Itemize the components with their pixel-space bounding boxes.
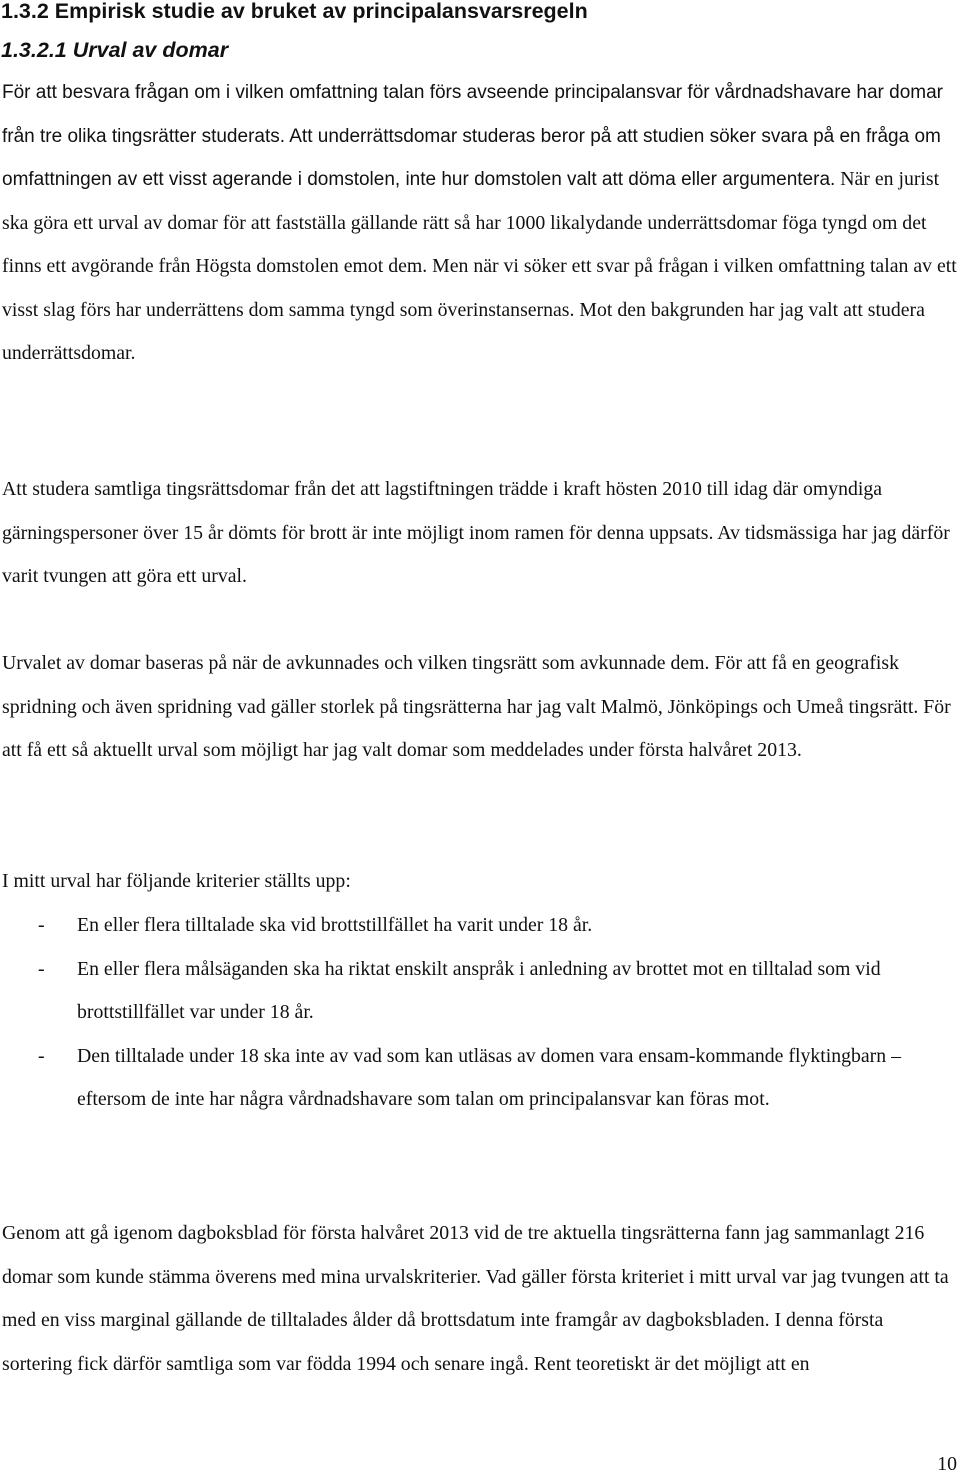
criteria-item-text: En eller flera målsäganden ska ha riktat enskilt anspråk i anledning av brottet mot en tilltalad som vid brottstillfället var under 18 år.: [77, 957, 881, 1023]
paragraph-intro-serif-part: När en jurist ska göra ett urval av domar för att fastställa gällande rätt så har 1000 likalydande underrättsdomar föga tyngd om det finns ett avgörande från Högsta domstolen emot dem. Men när vi söker ett svar på frågan i vilken omfattning talan av ett visst slag förs har underrättens dom samma tyngd som överinstansernas. Mot den bakgrunden har jag valt att studera underrättsdomar.: [2, 168, 957, 364]
list-dash: -: [38, 957, 45, 980]
paragraph-intro: [2, 71, 957, 376]
paragraph-method: Genom att gå igenom dagboksblad för första halvåret 2013 vid de tre aktuella tingsrätterna fann jag sammanlagt 216 domar som kunde stämma överens med mina urvalskriterier. Vad gäller första kriteriet i mitt urval var jag tvungen att ta med en viss marginal gällande de tilltalades ålder då brottsdatum inte framgår av dagboksbladen. I denna första sortering fick därför samtliga som var födda 1994 och senare ingå. Rent teoretiskt är det möjligt att en: [2, 1222, 949, 1375]
list-dash: -: [38, 914, 45, 936]
criteria-item: [0, 904, 947, 948]
criteria-item: [0, 948, 947, 1035]
criteria-item-text: Den tilltalade under 18 ska inte av vad som kan utläsas av domen vara ensam-kommande flyktingbarn – eftersom de inte har några vårdnadshavare som talan om principalansvar kan föras mot.: [77, 1044, 901, 1110]
paragraph-criteria-intro: I mitt urval har följande kriterier ställts upp:: [2, 870, 351, 892]
criteria-list: [0, 904, 960, 1122]
criteria-item: [0, 1035, 947, 1122]
section-heading: 1.3.2 Empirisk studie av bruket av principalansvarsregeln: [1, 0, 588, 23]
paragraph-scope: Att studera samtliga tingsrättsdomar från det att lagstiftningen trädde i kraft hösten 2010 till idag där omyndiga gärningspersoner över 15 år dömts för brott är inte möjligt inom ramen för denna uppsats. Av tidsmässiga har jag därför varit tvungen att göra ett urval.: [2, 478, 950, 587]
list-dash: -: [38, 1044, 45, 1067]
subsection-heading: 1.3.2.1 Urval av domar: [1, 38, 229, 62]
paragraph-intro-sans-part: För att besvara frågan om i vilken omfattning talan förs avseende principalansvar för vårdnadshavare har domar från tre olika tingsrätter studerats. Att underrättsdomar studeras beror på att studien söker svara på en fråga om omfattningen av ett visst agerande i domstolen, inte hur domstolen valt att döma eller argumentera.: [2, 82, 943, 190]
page-number: 10: [937, 1453, 957, 1475]
paragraph-selection: Urvalet av domar baseras på när de avkunnades och vilken tingsrätt som avkunnade dem. För att få en geografisk spridning och även spridning vad gäller storlek på tingsrätterna har jag valt Malmö, Jönköpings och Umeå tingsrätt. För att få ett så aktuellt urval som möjligt har jag valt domar som meddelades under första halvåret 2013.: [2, 652, 951, 761]
criteria-item-text: En eller flera tilltalade ska vid brottstillfället ha varit under 18 år.: [77, 914, 593, 936]
